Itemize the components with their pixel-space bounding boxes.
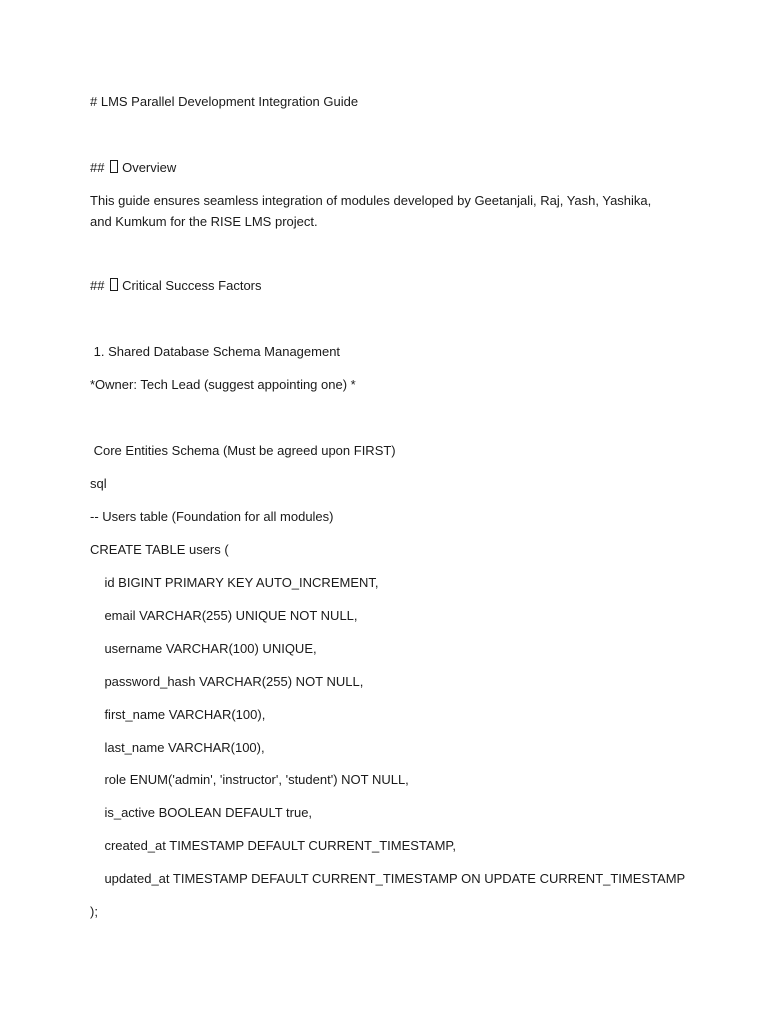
overview-heading-text: Overview: [122, 160, 177, 175]
owner-note: *Owner: Tech Lead (suggest appointing one) *: [90, 377, 356, 392]
list-item-1: 1. Shared Database Schema Management: [90, 344, 341, 359]
code-line: CREATE TABLE users (: [90, 542, 229, 557]
code-line: updated_at TIMESTAMP DEFAULT CURRENT_TIMESTAMP ON UPDATE CURRENT_TIMESTAMP: [90, 871, 686, 886]
code-line: role ENUM('admin', 'instructor', 'student') NOT NULL,: [90, 772, 409, 787]
code-line: );: [90, 904, 98, 919]
code-line: id BIGINT PRIMARY KEY AUTO_INCREMENT,: [90, 575, 379, 590]
code-line: first_name VARCHAR(100),: [90, 707, 266, 722]
core-entities-heading: Core Entities Schema (Must be agreed upon FIRST): [90, 443, 396, 458]
csf-heading-text: Critical Success Factors: [122, 278, 262, 293]
code-line: username VARCHAR(100) UNIQUE,: [90, 641, 317, 656]
code-line: -- Users table (Foundation for all modules): [90, 509, 334, 524]
document-title: # LMS Parallel Development Integration Guide: [90, 94, 359, 109]
missing-glyph-icon: [110, 160, 118, 173]
code-language-label: sql: [90, 476, 107, 491]
code-line: email VARCHAR(255) UNIQUE NOT NULL,: [90, 608, 358, 623]
missing-glyph-icon: [110, 278, 118, 291]
code-line: is_active BOOLEAN DEFAULT true,: [90, 805, 313, 820]
code-line: last_name VARCHAR(100),: [90, 740, 265, 755]
overview-heading: [90, 157, 176, 178]
csf-heading: [90, 275, 262, 296]
code-line: created_at TIMESTAMP DEFAULT CURRENT_TIMESTAMP,: [90, 838, 457, 853]
overview-paragraph: This guide ensures seamless integration of modules developed by Geetanjali, Raj, Yash, Yashika, and Kumkum for the RISE LMS project.: [90, 193, 652, 229]
heading-prefix: ##: [90, 278, 105, 293]
heading-prefix: ##: [90, 160, 105, 175]
code-line: password_hash VARCHAR(255) NOT NULL,: [90, 674, 364, 689]
